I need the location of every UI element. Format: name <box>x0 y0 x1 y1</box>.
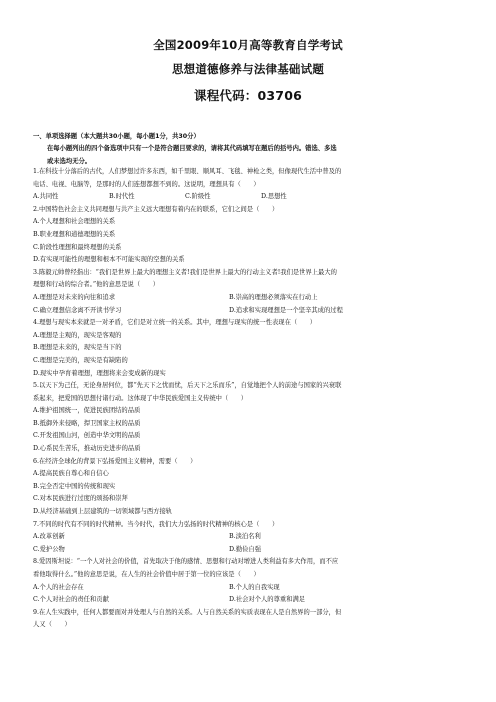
option: C.确立理想信念离不开读书学习 <box>33 306 122 314</box>
option: A.提高民族自尊心和自信心 <box>33 470 109 478</box>
option: D.现实中孕育着理想，理想将来会变成新的现实 <box>33 369 166 377</box>
question-8: 8.爱因斯坦说：“一个人对社会的价值，首先取决于他的感情、思想和行动对增进人类利益有多大作用，而不应 <box>33 558 339 566</box>
question-3-cont: 理想和行动的综合者。”他的意思是说（ ） <box>33 281 160 289</box>
subject-title: 思想道德修养与法律基础试题 <box>171 62 325 76</box>
option: A.维护祖国统一，促进民族团结的品质 <box>33 407 141 415</box>
question-7-options <box>33 531 465 544</box>
question-3-options <box>33 292 465 305</box>
option: B.完全否定中国的传统和现实 <box>33 482 116 490</box>
question-3: 3.陈毅元帅曾经指出：“我们是世界上最大的理想主义者!我们是世界上最大的行动主义者!我们是世界上最大的 <box>33 268 337 276</box>
option: C.理想是完美的，现实是有缺陷的 <box>33 356 128 364</box>
course-code: 课程代码：03706 <box>194 88 302 103</box>
question-9: 9.在人生实践中，任何人都要面对并处理人与自然的关系。人与自然关系的实质表现在人是自然界的一部分，但 <box>33 608 342 616</box>
question-8-options <box>33 594 465 607</box>
question-4: 4.理想与现实本来就是一对矛盾，它们是对立统一的关系。其中，理想与现实的统一性表现在（ ） <box>33 319 317 327</box>
option: A.个人理想和社会理想的关系 <box>33 218 116 226</box>
option: A.个人的社会存在 <box>33 583 84 591</box>
option: D.从经济基础到上层建筑的一切领域都与西方接轨 <box>33 508 173 516</box>
option: C.爱护公物 <box>33 545 65 553</box>
question-7: 7.不同的时代有不同的时代精神。当今时代，我们大力弘扬的时代精神的核心是（ ） <box>33 520 279 528</box>
instruction-line: 在每小题列出的四个备选项中只有一个是符合题目要求的，请将其代码填写在题后的括号内。错选、多选 <box>47 145 337 152</box>
option: D.追求和实现理想是一个坚辛其成的过程 <box>229 306 343 314</box>
question-2: 2.中国特色社会主义共同理想与共产主义远大理想有着内在的联系，它们之间是（ ） <box>33 205 279 213</box>
option: D.社会对个人的尊重和满足 <box>229 596 306 604</box>
option: D.有实现可能性的理想和根本不可能实现的空想的关系 <box>33 256 185 264</box>
instruction-line: 或未选均无分。 <box>47 157 92 165</box>
question-9-cont: 人又（ ） <box>33 621 71 629</box>
option: B.时代性 <box>109 193 135 201</box>
option: C.阶段性理想和最终理想的关系 <box>33 243 122 251</box>
option: B.抵御外来侵略，捍卫国家主权的品质 <box>33 419 141 427</box>
question-3-options <box>33 305 465 318</box>
option: C.个人对社会的责任和贡献 <box>33 596 109 604</box>
option: C.阶级性 <box>185 193 211 201</box>
question-8-cont: 看他取得什么。”他的意思是说，在人生的社会价值中居于第一位的应该是（ ） <box>33 571 260 578</box>
exam-title: 全国2009年10月高等教育自学考试 <box>153 38 343 52</box>
section-heading: 一、单项选择题（本大题共30小题，每小题1分，共30分） <box>33 133 200 140</box>
question-1: 1.在科技十分落后的古代，人们梦想过许多东西，如千里眼、顺风耳、飞毯、神枪之类，但像现代生活中普及的 <box>33 168 342 175</box>
question-1-options <box>33 191 465 204</box>
question-7-options <box>33 544 465 557</box>
option: D.思想性 <box>261 193 287 201</box>
option: B.崇高的理想必须落实在行动上 <box>229 293 318 301</box>
option: C.对本民族进行过度的颂扬和崇拜 <box>33 495 128 503</box>
question-8-options <box>33 582 465 595</box>
section-instruction <box>47 143 462 168</box>
option: B.淡泊名利 <box>229 533 261 541</box>
option: B.个人的自我实现 <box>229 583 280 591</box>
option: A.改革创新 <box>33 533 65 541</box>
option: B.理想是未来的，现实是当下的 <box>33 344 122 352</box>
question-6: 6.在经济全球化的背景下弘扬爱国主义精神，需要（ ） <box>33 457 197 465</box>
question-5: 5.以天下为己任，无论身居何位，都“先天下之忧而忧，后天下之乐而乐”，自觉地把个人的前途与国家的兴衰联 <box>33 382 342 390</box>
question-1-cont: 电话、电视、电脑等，是那时的人们连想都想不到的。这说明，理想具有（ ） <box>33 180 260 188</box>
question-5-cont: 系起来，把爱国的思想付诸行动。这体现了中华民族爱国主义传统中（ ） <box>33 394 248 402</box>
option: D.心系民生苦乐，推动历史进步的品质 <box>33 445 141 453</box>
question-list <box>33 166 465 632</box>
option: A.理想是对未来的向往和追求 <box>33 293 116 301</box>
option: D.勤俭自强 <box>229 545 262 553</box>
option: A.共同性 <box>33 193 59 201</box>
option: A.理想是主观的，现实是客观的 <box>33 331 122 339</box>
option: B.职业理想和道德理想的关系 <box>33 230 116 238</box>
option: C.开发祖国山河，创造中华文明的品质 <box>33 432 141 440</box>
